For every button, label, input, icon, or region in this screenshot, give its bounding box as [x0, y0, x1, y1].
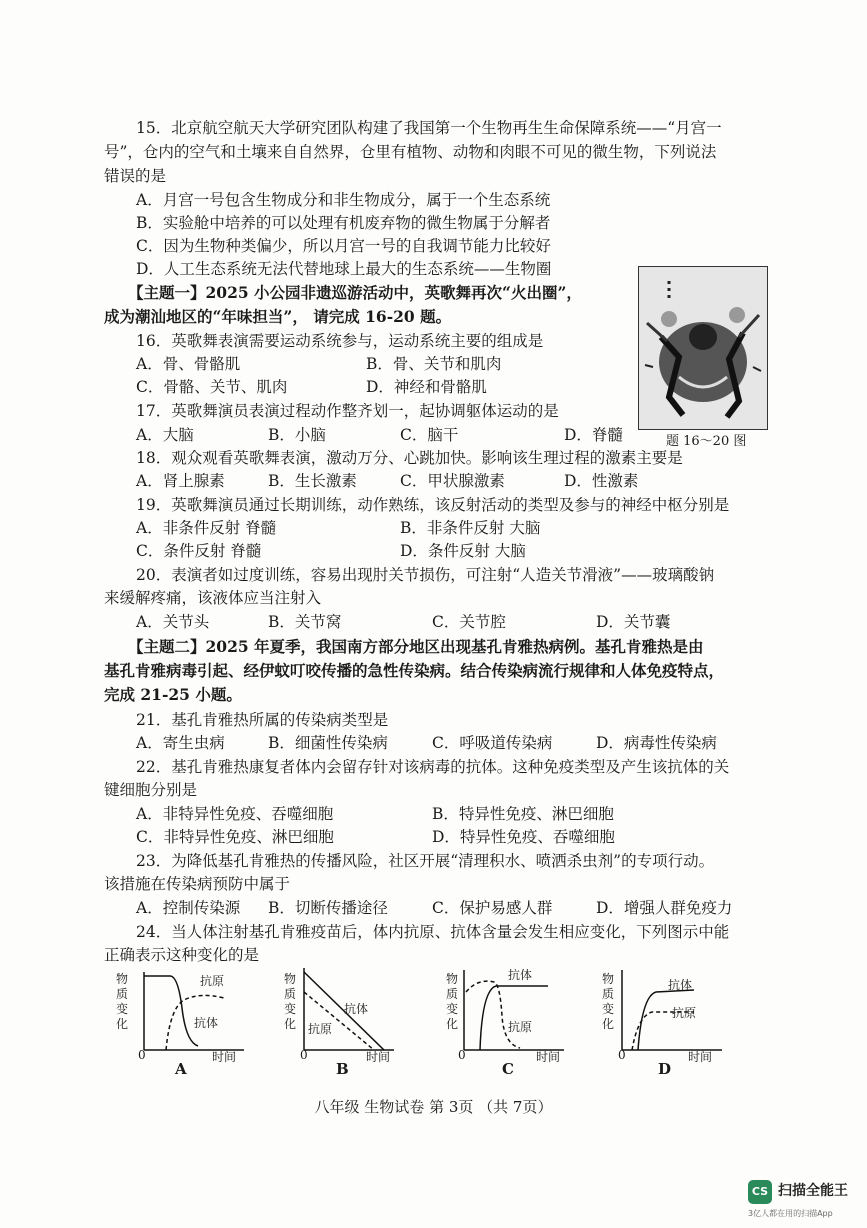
- q23-stem-line2: 该措施在传染病预防中属于: [104, 875, 291, 893]
- q16-option-a: A．骨、骨骼肌: [136, 355, 241, 373]
- graph-c-ylabel: 物 质 变 化: [446, 972, 459, 1031]
- theme2-line1: 【主题二】2025 年夏季，我国南方部分地区出现基孔肯雅热病例。基孔肯雅热是由: [128, 637, 704, 656]
- graph-c-letter: C: [502, 1060, 514, 1078]
- q20-stem-line1: 20．表演者如过度训练，容易出现肘关节损伤，可注射“人造关节滑液”——玻璃酸钠: [136, 566, 715, 584]
- q19-stem: 19．英歌舞演员通过长期训练，动作熟练，该反射活动的类型及参与的神经中枢分别是: [136, 496, 730, 514]
- q17-option-d: D．脊髓: [564, 426, 623, 444]
- graph-b-antibody-label: 抗体: [344, 1002, 369, 1016]
- q23-stem-line1: 23．为降低基孔肯雅热的传播风险，社区开展“清理积水、喷洒杀虫剂”的专项行动。: [136, 852, 715, 870]
- q22-option-b: B．特异性免疫、淋巴细胞: [432, 805, 614, 823]
- theme1-line1: 【主题一】2025 小公园非遗巡游活动中，英歌舞再次“火出圈”，: [128, 283, 582, 302]
- graph-d-xlabel: 时间: [688, 1050, 713, 1064]
- graph-d-antibody-label: 抗体: [668, 978, 693, 992]
- q18-option-d: D．性激素: [564, 472, 639, 490]
- q20-option-c: C．关节腔: [432, 613, 506, 631]
- q19-option-c: C．条件反射 脊髓: [136, 542, 262, 560]
- graph-d-antigen-label: 抗原: [672, 1006, 697, 1020]
- q24-stem-line1: 24．当人体注射基孔肯雅疫苗后，体内抗原、抗体含量会发生相应变化，下列图示中能: [136, 923, 730, 941]
- q18-option-c: C．甲状腺激素: [400, 472, 505, 490]
- graph-b-antigen-label: 抗原: [308, 1022, 333, 1036]
- q15-option-b: B．实验舱中培养的可以处理有机废弃物的微生物属于分解者: [136, 214, 551, 232]
- q18-stem: 18．观众观看英歌舞表演，激动万分、心跳加快。影响该生理过程的激素主要是: [136, 449, 683, 467]
- q17-option-a: A．大脑: [136, 426, 194, 444]
- graph-a-antigen-label: 抗原: [200, 974, 225, 988]
- q20-option-d: D．关节囊: [596, 613, 671, 631]
- graph-a-ylabel: 物 质 变 化: [116, 972, 129, 1031]
- q16-option-c: C．骨骼、关节、肌肉: [136, 378, 288, 396]
- q16-option-b: B．骨、关节和肌肉: [366, 355, 502, 373]
- watermark-subtitle: 3亿人都在用的扫描App: [748, 1209, 833, 1218]
- theme2-line3: 完成 21-25 小题。: [104, 685, 242, 704]
- graph-c-antigen-label: 抗原: [508, 1020, 533, 1034]
- graph-a-antibody-label: 抗体: [194, 1016, 219, 1030]
- q21-option-a: A．寄生虫病: [136, 734, 225, 752]
- q15-option-a: A．月宫一号包含生物成分和非生物成分，属于一个生态系统: [136, 191, 551, 209]
- scanner-watermark: [748, 1176, 860, 1222]
- q20-option-b: B．关节窝: [268, 613, 342, 631]
- graph-d-origin: 0: [618, 1048, 626, 1062]
- graph-c-xlabel: 时间: [536, 1050, 561, 1064]
- graph-a-origin: 0: [138, 1048, 146, 1062]
- q23-option-d: D．增强人群免疫力: [596, 899, 733, 917]
- q23-option-a: A．控制传染源: [136, 899, 241, 917]
- q15-option-d: D．人工生态系统无法代替地球上最大的生态系统——生物圈: [136, 260, 552, 278]
- q16-stem: 16．英歌舞表演需要运动系统参与，运动系统主要的组成是: [136, 332, 544, 350]
- graph-b-origin: 0: [300, 1048, 308, 1062]
- q22-option-c: C．非特异性免疫、淋巴细胞: [136, 828, 334, 846]
- graph-a-xlabel: 时间: [212, 1050, 237, 1064]
- q20-option-a: A．关节头: [136, 613, 210, 631]
- q17-option-b: B．小脑: [268, 426, 326, 444]
- dancer-illustration: [639, 267, 767, 429]
- q21-option-c: C．呼吸道传染病: [432, 734, 553, 752]
- q18-option-a: A．肾上腺素: [136, 472, 225, 490]
- camscanner-logo-icon: CS: [748, 1180, 772, 1204]
- graph-b-ylabel: 物 质 变 化: [284, 972, 297, 1031]
- q23-option-c: C．保护易感人群: [432, 899, 553, 917]
- figure-caption: 题 16～20 图: [666, 434, 747, 449]
- q17-option-c: C．脑干: [400, 426, 459, 444]
- q22-option-a: A．非特异性免疫、吞噬细胞: [136, 805, 334, 823]
- theme2-line2: 基孔肯雅病毒引起、经伊蚊叮咬传播的急性传染病。结合传染病流行规律和人体免疫特点，: [104, 661, 725, 680]
- q15-option-c: C．因为生物种类偏少，所以月宫一号的自我调节能力比较好: [136, 237, 551, 255]
- q23-option-b: B．切断传播途径: [268, 899, 388, 917]
- watermark-title: 扫描全能王: [778, 1183, 848, 1199]
- graph-c-antibody-label: 抗体: [508, 968, 533, 982]
- q24-stem-line2: 正确表示这种变化的是: [104, 946, 260, 964]
- q21-option-d: D．病毒性传染病: [596, 734, 717, 752]
- q19-option-d: D．条件反射 大脑: [400, 542, 526, 560]
- graph-d-ylabel: 物 质 变 化: [602, 972, 615, 1031]
- q16-option-d: D．神经和骨骼肌: [366, 378, 487, 396]
- q20-stem-line2: 来缓解疼痛，该液体应当注射入: [104, 589, 322, 607]
- q22-stem-line2: 键细胞分别是: [104, 781, 198, 799]
- graph-c-origin: 0: [458, 1048, 466, 1062]
- graph-a-letter: A: [175, 1060, 187, 1078]
- q21-option-b: B．细菌性传染病: [268, 734, 388, 752]
- theme1-line2: 成为潮汕地区的“年味担当”， 请完成 16-20 题。: [104, 307, 452, 326]
- graph-b-letter: B: [336, 1060, 349, 1078]
- graph-b-xlabel: 时间: [366, 1050, 391, 1064]
- q22-option-d: D．特异性免疫、吞噬细胞: [432, 828, 615, 846]
- q15-stem-line2: 号”，仓内的空气和土壤来自自然界，仓里有植物、动物和肉眼不可见的微生物，下列说法: [104, 143, 717, 161]
- q19-option-b: B．非条件反射 大脑: [400, 519, 541, 537]
- q18-option-b: B．生长激素: [268, 472, 357, 490]
- q17-stem: 17．英歌舞演员表演过程动作整齐划一，起协调躯体运动的是: [136, 402, 559, 420]
- q15-stem-line3: 错误的是: [104, 167, 167, 185]
- q15-stem-line1: 15．北京航空航天大学研究团队构建了我国第一个生物再生生命保障系统——“月宫一: [136, 119, 722, 137]
- page-footer: 八年级 生物试卷 第 3页 （共 7页）: [314, 1098, 553, 1116]
- graph-d-letter: D: [658, 1060, 672, 1078]
- q21-stem: 21．基孔肯雅热所属的传染病类型是: [136, 711, 389, 729]
- q22-stem-line1: 22．基孔肯雅热康复者体内会留存针对该病毒的抗体。这种免疫类型及产生该抗体的关: [136, 758, 730, 776]
- yingge-dance-figure: [638, 266, 768, 430]
- graph-a: [140, 968, 250, 1058]
- q19-option-a: A．非条件反射 脊髓: [136, 519, 277, 537]
